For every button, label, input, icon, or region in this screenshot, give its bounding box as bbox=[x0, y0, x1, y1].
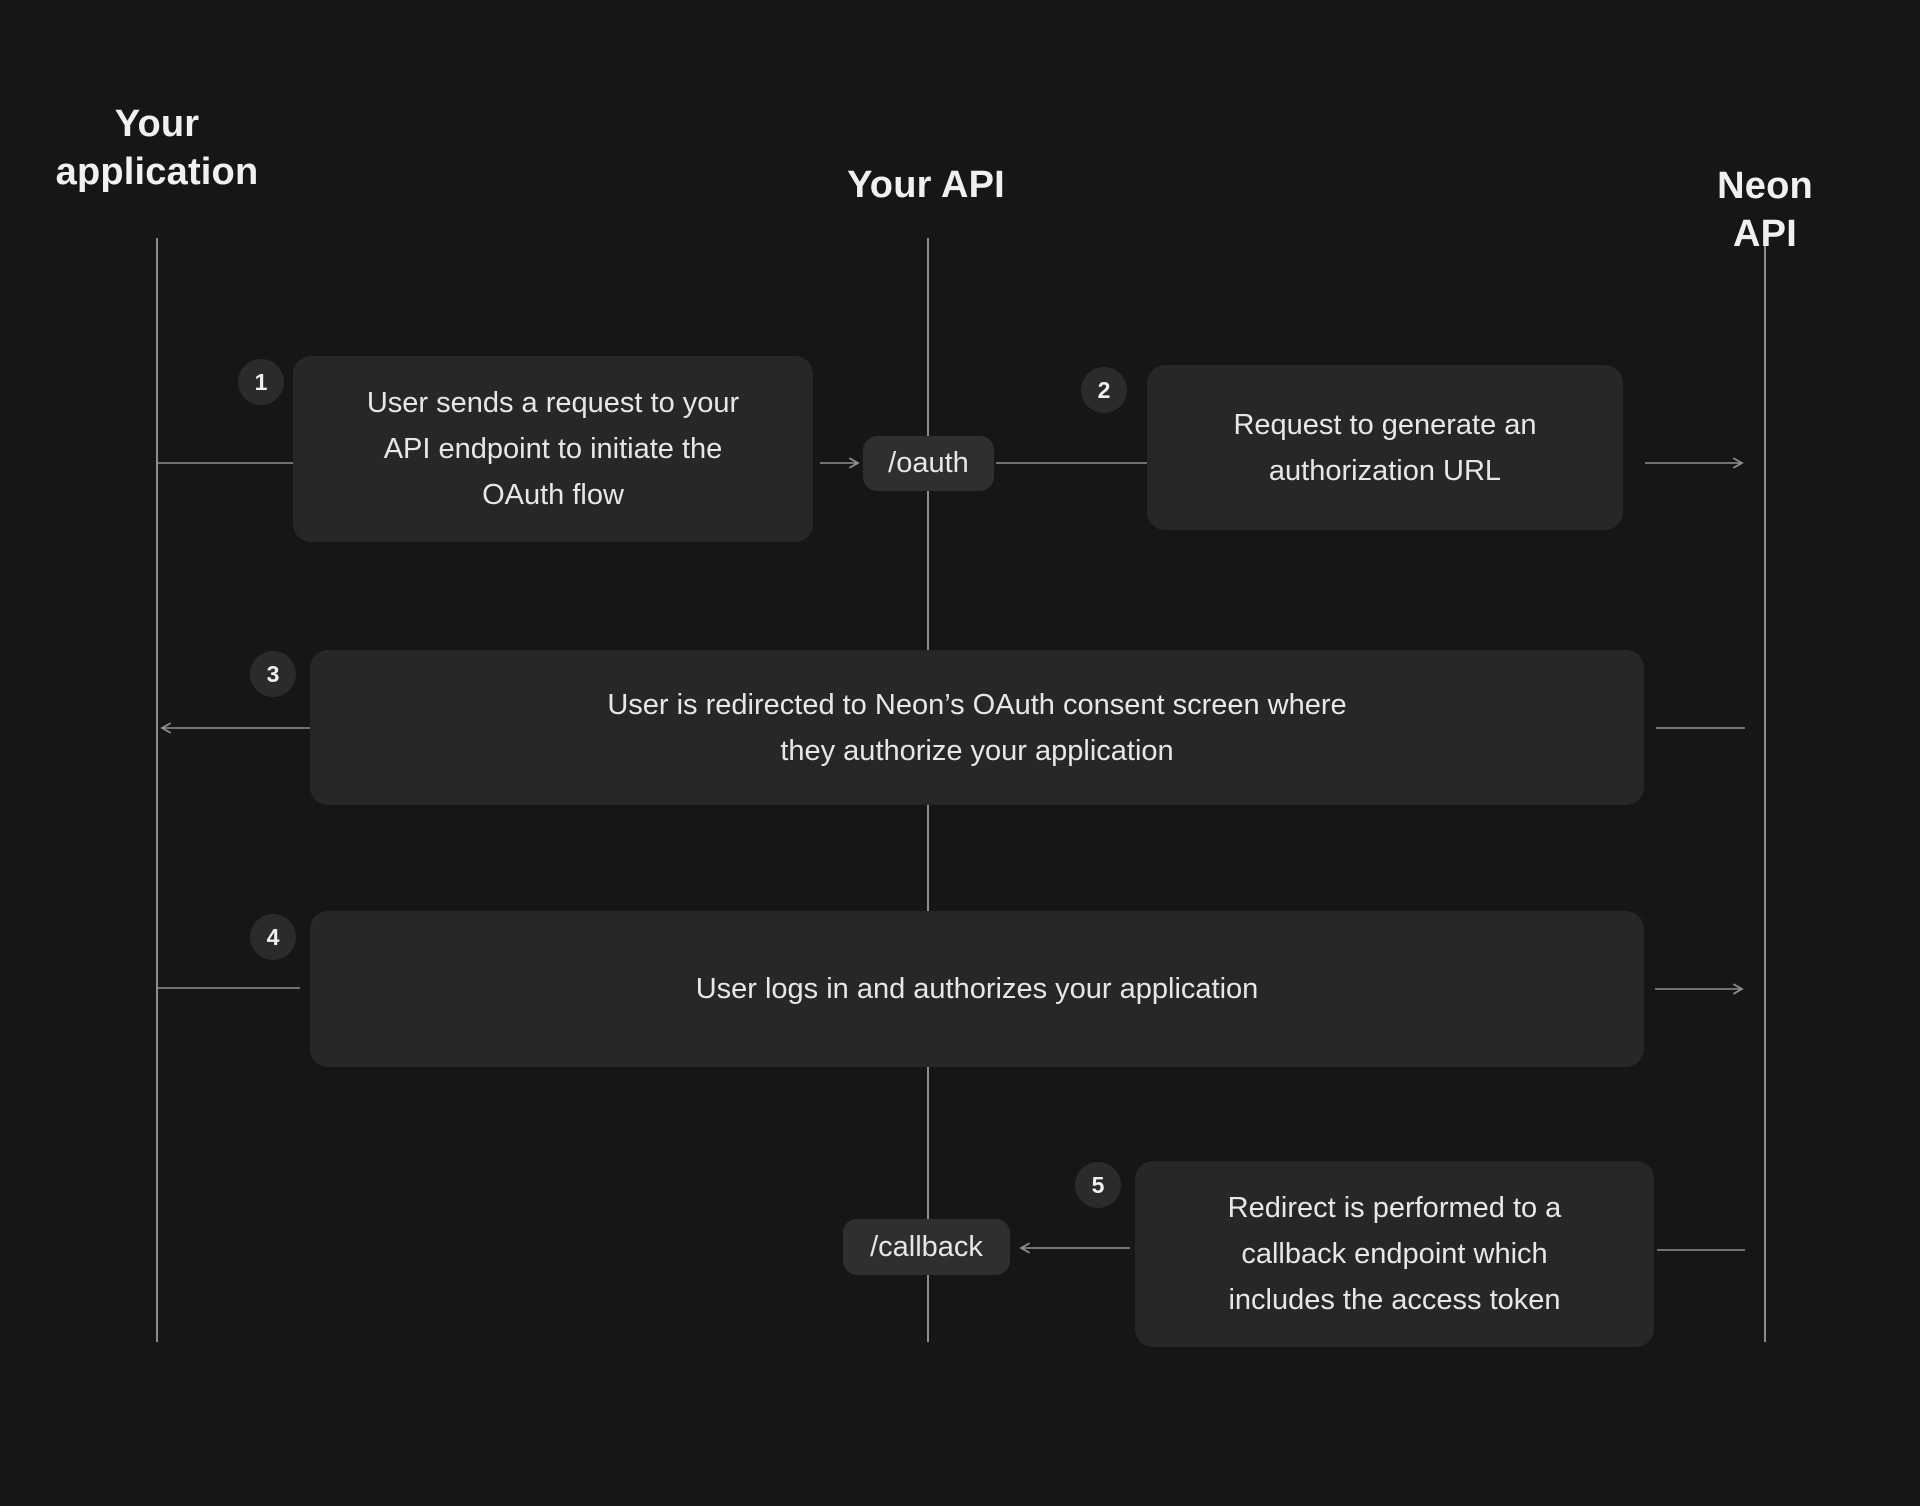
step3-text-line: User is redirected to Neon’s OAuth consent screen where bbox=[607, 688, 1347, 721]
step2-message-box bbox=[1147, 365, 1623, 530]
step5-badge: 5 bbox=[1075, 1162, 1121, 1208]
step4-text-line: User logs in and authorizes your application bbox=[695, 973, 1259, 1005]
actor-neon-api: Neon API bbox=[1717, 165, 1813, 255]
step3-text-line: they authorize your application bbox=[780, 734, 1174, 767]
step1-badge: 1 bbox=[238, 359, 284, 405]
step5-text-line: Redirect is performed to a bbox=[1227, 1192, 1562, 1224]
oauth-endpoint-pill: /oauth bbox=[863, 436, 994, 491]
step3-badge: 3 bbox=[250, 651, 296, 697]
step1-text-line: User sends a request to your bbox=[366, 387, 740, 419]
step2-text-line: authorization URL bbox=[1268, 454, 1502, 487]
actor-your-api: Your API bbox=[847, 164, 1005, 206]
step4-message-box bbox=[310, 911, 1644, 1067]
step3-message-box bbox=[310, 650, 1644, 805]
step5-text-line: callback endpoint which bbox=[1241, 1238, 1548, 1270]
step2-text-line: Request to generate an bbox=[1233, 408, 1537, 441]
step5-message-box bbox=[1135, 1161, 1654, 1347]
step2-badge: 2 bbox=[1081, 367, 1127, 413]
step1-text-line: OAuth flow bbox=[482, 479, 624, 511]
actor-your-application: Your application bbox=[55, 103, 259, 193]
step1-message-box bbox=[293, 356, 813, 542]
step1-text-line: API endpoint to initiate the bbox=[383, 433, 723, 465]
callback-endpoint-pill: /callback bbox=[843, 1219, 1010, 1275]
step4-badge: 4 bbox=[250, 914, 296, 960]
step5-text-line: includes the access token bbox=[1228, 1284, 1561, 1316]
